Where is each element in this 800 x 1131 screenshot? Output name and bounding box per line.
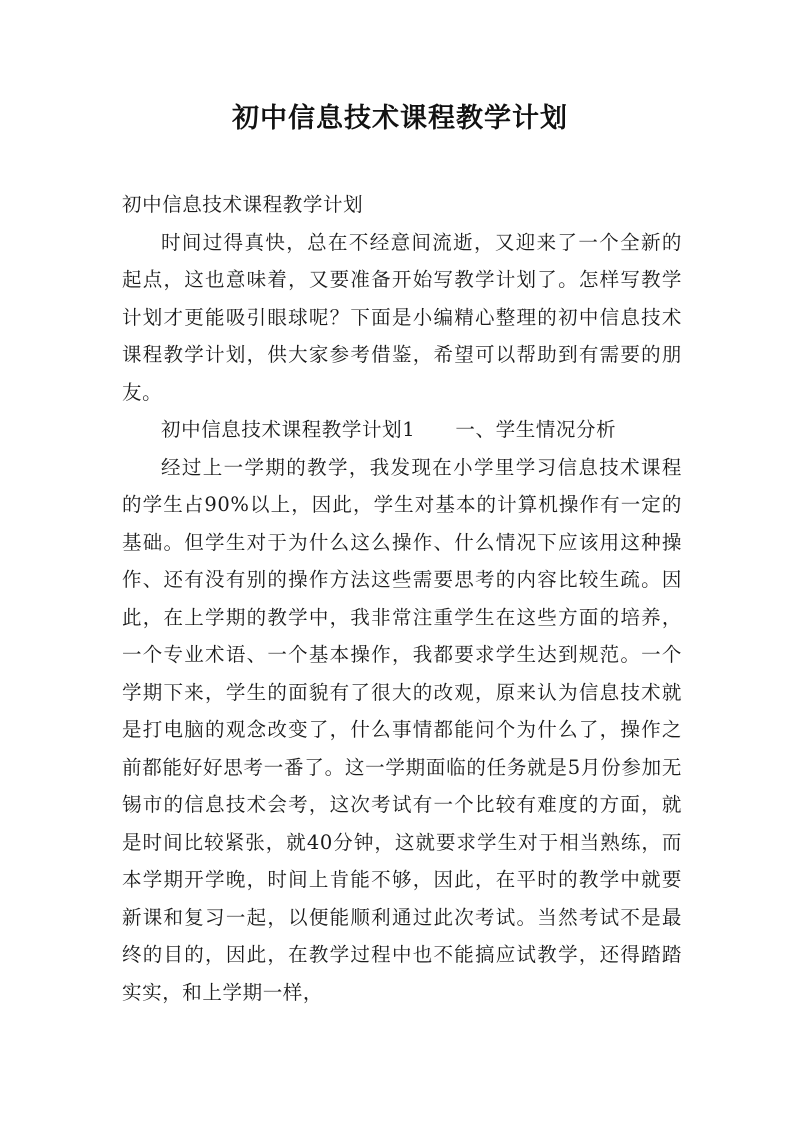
paragraph-section-heading: 初中信息技术课程教学计划1 一、学生情况分析 (161, 418, 617, 441)
document-body (122, 186, 682, 1011)
paragraph-intro: 时间过得真快，总在不经意间流逝，又迎来了一个全新的起点，这也意味着，又要准备开始写教学计划了。怎样写教学计划才更能吸引眼球呢？下面是小编精心整理的初中信息技术课程教学计划，供大家参考借鉴，希望可以帮助到有需要的朋友。 (122, 230, 682, 404)
paragraph-student-analysis: 经过上一学期的教学，我发现在小学里学习信息技术课程的学生占90%以上，因此，学生对基本的计算机操作有一定的基础。但学生对于为什么这么操作、什么情况下应该用这种操作、还有没有别的操作方法这些需要思考的内容比较生疏。因此，在上学期的教学中，我非常注重学生在这些方面的培养，一个专业术语、一个基本操作，我都要求学生达到规范。一个学期下来，学生的面貌有了很大的改观，原来认为信息技术就是打电脑的观念改变了，什么事情都能问个为什么了，操作之前都能好好思考一番了。这一学期面临的任务就是5月份参加无锡市的信息技术会考，这次考试有一个比较有难度的方面，就是时间比较紧张，就40分钟，这就要求学生对于相当熟练，而本学期开学晚，时间上肯能不够，因此，在平时的教学中就要新课和复习一起，以便能顺利通过此次考试。当然考试不是最终的目的，因此，在教学过程中也不能搞应试教学，还得踏踏实实，和上学期一样， (122, 455, 682, 1004)
document-title: 初中信息技术课程教学计划 (232, 103, 568, 134)
paragraph-subtitle: 初中信息技术课程教学计划 (122, 193, 364, 216)
